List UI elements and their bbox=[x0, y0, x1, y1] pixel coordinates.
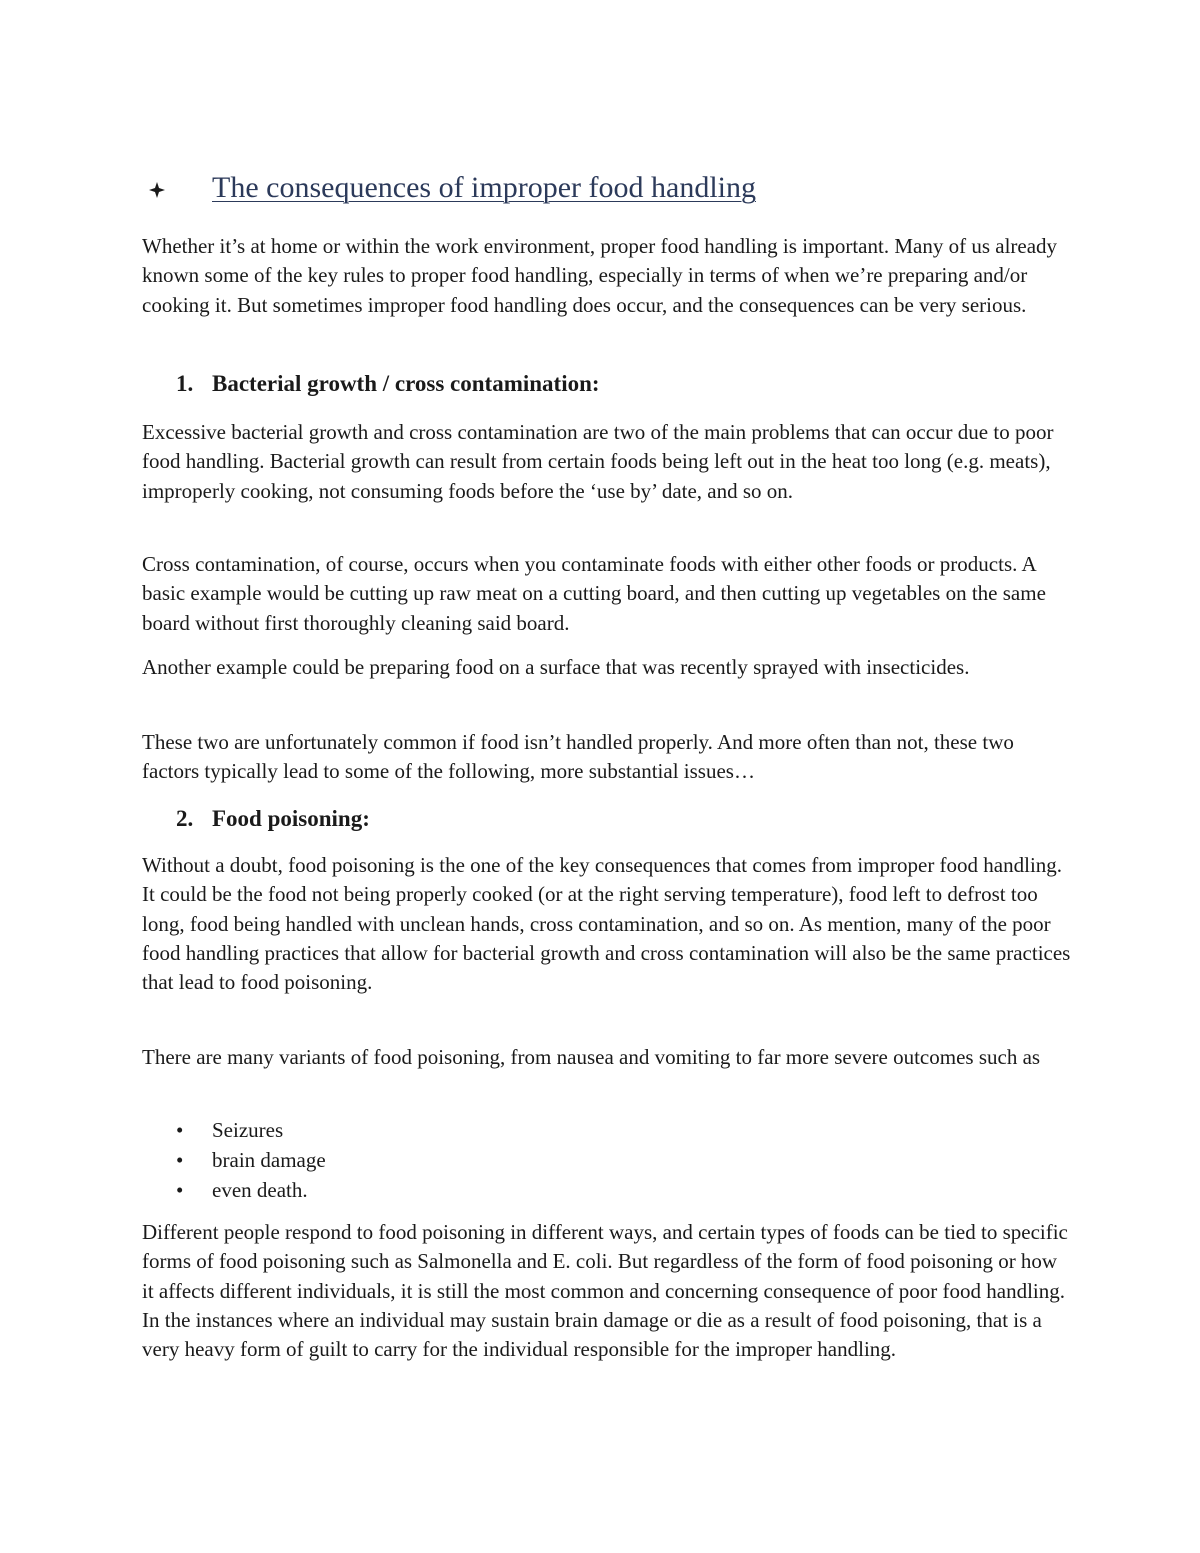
section-1-paragraph-3: Another example could be preparing food on a surface that was recently sprayed with insecticides. bbox=[142, 655, 970, 679]
list-item-text: even death. bbox=[212, 1177, 308, 1202]
outcomes-list bbox=[176, 1116, 326, 1205]
bullet-icon: • bbox=[176, 1147, 184, 1172]
diamond-bullet-icon bbox=[148, 181, 166, 199]
bullet-icon: • bbox=[176, 1177, 184, 1202]
document-title: The consequences of improper food handling bbox=[212, 171, 756, 204]
section-2-paragraph-1: Without a doubt, food poisoning is the one of the key consequences that comes from improper food handling. It could be the food not being properly cooked (or at the right serving temperature), food left to defrost too long, food being handled with unclean hands, cross contamination, and so on. As mention, many of the poor food handling practices that allow for bacterial growth and cross contamination will also be the same practices that lead to food poisoning. bbox=[142, 853, 1071, 995]
list-item bbox=[176, 1116, 326, 1146]
section-1-heading bbox=[176, 369, 600, 399]
section-1-number: 1. bbox=[176, 371, 194, 396]
title-row bbox=[148, 168, 756, 208]
section-2-closing-paragraph: Different people respond to food poisoning in different ways, and certain types of foods can be tied to specific forms of food poisoning such as Salmonella and E. coli. But regardless of the form of food poisoning or how it affects different individuals, it is still the most common and concerning consequence of poor food handling. In the instances where an individual may sustain brain damage or die as a result of food poisoning, that is a very heavy form of guilt to carry for the individual responsible for the improper handling. bbox=[142, 1220, 1068, 1362]
section-1-paragraph-2: Cross contamination, of course, occurs when you contaminate foods with either other foods or products. A basic example would be cutting up raw meat on a cutting board, and then cutting up vegetables on the same board without first thoroughly cleaning said board. bbox=[142, 552, 1046, 635]
list-item bbox=[176, 1146, 326, 1176]
list-item-text: Seizures bbox=[212, 1118, 284, 1142]
section-2-title: Food poisoning: bbox=[212, 806, 370, 831]
section-2-paragraph-2: There are many variants of food poisoning, from nausea and vomiting to far more severe outcomes such as bbox=[142, 1045, 1041, 1069]
list-item bbox=[176, 1176, 326, 1206]
bullet-icon: • bbox=[176, 1118, 184, 1142]
section-2-heading bbox=[176, 804, 370, 834]
section-1-paragraph-4: These two are unfortunately common if food isn’t handled properly. And more often than not, these two factors typically lead to some of the following, more substantial issues… bbox=[142, 730, 1014, 784]
list-item-text: brain damage bbox=[212, 1147, 326, 1172]
section-1-paragraph-1: Excessive bacterial growth and cross contamination are two of the main problems that can occur due to poor food handling. Bacterial growth can result from certain foods being left out in the heat too long (e.g. meats), improperly cooking, not consuming foods before the ‘use by’ date, and so on. bbox=[142, 420, 1054, 503]
intro-paragraph: Whether it’s at home or within the work environment, proper food handling is important. Many of us already known some of the key rules to proper food handling, especially in terms of when we’re preparing and/or cooking it. But sometimes improper food handling does occur, and the consequences can be very serious. bbox=[142, 234, 1058, 317]
section-1-title: Bacterial growth / cross contamination: bbox=[212, 371, 600, 396]
section-2-number: 2. bbox=[176, 806, 194, 831]
